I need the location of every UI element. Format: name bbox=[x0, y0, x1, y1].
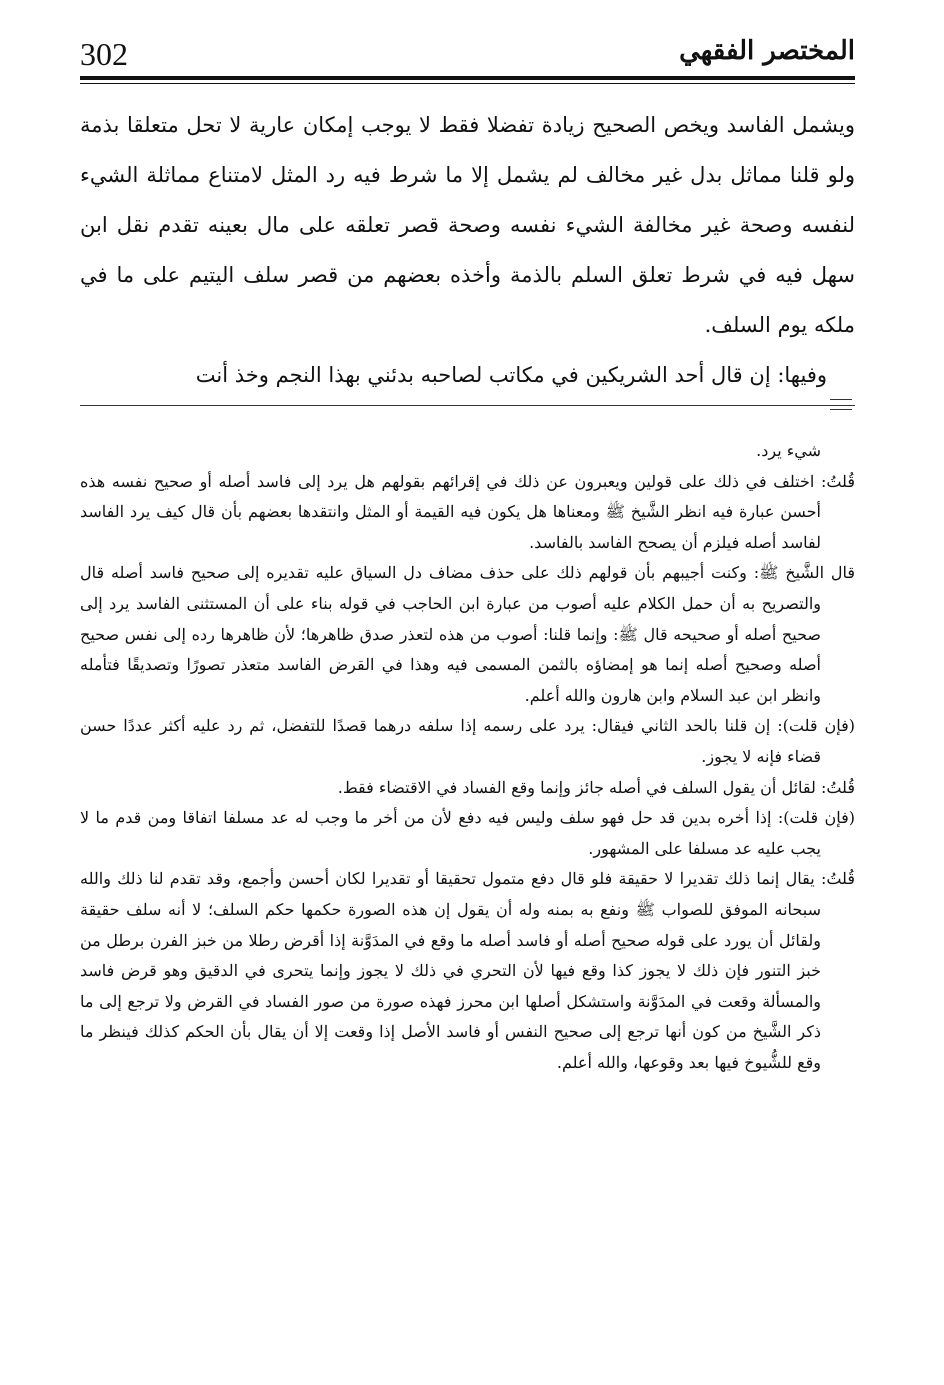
footnote-paragraph: قال الشَّيخ ﷺ: وكنت أجيبهم بأن قولهم ذلك على حذف مضاف دل السياق عليه تقديره إلى صحيح فاسد أصله قال والتصريح به أن حمل الكلام عليه أصوب من عبارة ابن الحاجب في قوله بناء على أن المستثنى الفاسد يرد إلى صحيح أصله أو صحيحه قال ﷺ: وإنما قلنا: أصوب من هذه لتعذر صدق ظاهرها؛ لأن ظاهرها رده إلى نفس صحيح أصله وصحيح أصله إنما هو إمضاؤه بالثمن المسمى فيه وهذا في القرض الفاسد متعذر تصورًا وتصديقًا فتأمله وانظر ابن عبد السلام وابن هارون والله أعلم. bbox=[80, 563, 855, 705]
book-title: المختصر الفقهي bbox=[679, 36, 855, 66]
footnote-paragraph: قُلتُ: لقائل أن يقول السلف في أصله جائز وإنما وقع الفساد في الاقتضاء فقط. bbox=[337, 777, 855, 797]
footnote-paragraph: قُلتُ: اختلف في ذلك على قولين ويعبرون عن ذلك في إقرائهم بقولهم هل يرد إلى فاسد أصله أو صحيح نفسه هذه أحسن عبارة فيه انظر الشَّيخ ﷺ ومعناها هل يكون فيه القيمة أو المثل وانتقدها بعضهم بأن قال كيف يرد الفاسد لفاسد أصله فيلزم أن يصحح الفاسد بالفاسد. bbox=[80, 471, 855, 552]
footnote-paragraph: قُلتُ: يقال إنما ذلك تقديرا لا حقيقة فلو قال دفع متمول تحقيقا أو تقديرا لكان أحسن وأجمع، وقد تقدم لنا ذلك والله سبحانه الموفق للصواب ﷺ ونفع به بمنه وله أن يقول إن هذه الصورة حكمها حكم السلف؛ لا أنه سلف حقيقة ولقائل أن يورد على قوله صحيح أصله أو فاسد أصله ما وقع في المدَوَّنة إذا أقرض رطلا من خبز الفرن برطل من خبز التنور فإن ذلك لا يجوز كذا وقع فيها لأن التحري في ذلك لا يجوز وإنما يتحرى في الدقيق وهو قرض فاسد والمسألة وقعت في المدَوَّنة واستشكل أصلها ابن محرز فهذه صورة من صور الفساد في القرض ولا ترجع إلى ما ذكر الشَّيخ من كون أنها ترجع إلى صحيح النفس أو فاسد الأصل إذا وقعت إلا أن يقال بأن الحكم كذلك فينظر ما وقع للشُّيوخ فيها بعد وقوعها، والله أعلم. bbox=[80, 869, 855, 1072]
main-text bbox=[80, 100, 855, 400]
main-paragraph: وفيها: إن قال أحد الشريكين في مكاتب لصاحبه بدئني بهذا النجم وخذ أنت bbox=[195, 363, 827, 387]
footnote-separator bbox=[80, 405, 855, 406]
footnote-continuation-mark bbox=[830, 399, 852, 410]
footnote-paragraph: شيء يرد. bbox=[756, 441, 821, 460]
footnote-paragraph: (فإن قلت): إذا أخره بدين قد حل فهو سلف وليس فيه دفع لأن من أخر ما وجب له عد مسلفا اتفاقا ومن قدم ما لا يجب عليه عد مسلفا على المشهور. bbox=[80, 808, 855, 858]
page-number: 302 bbox=[80, 36, 128, 72]
footnotes bbox=[80, 436, 855, 1078]
main-paragraph: ويشمل الفاسد ويخص الصحيح زيادة تفضلا فقط لا يوجب إمكان عارية لا تحل متعلقا بذمة ولو قلنا مماثل بدل غير مخالف لم يشمل إلا ما شرط فيه رد المثل لامتناع مماثلة الشيء لنفسه وصحة غير مخالفة الشيء نفسه وصحة قصر تعلقه على مال بعينه تقدم نقل ابن سهل فيه في شرط تعلق السلم بالذمة وأخذه بعضهم من قصر سلف اليتيم على ما في ملكه يوم السلف. bbox=[80, 113, 855, 337]
header-rule bbox=[80, 76, 855, 80]
header-rule-thin bbox=[80, 83, 855, 84]
page-header bbox=[80, 30, 855, 80]
footnote-paragraph: (فإن قلت): إن قلنا بالحد الثاني فيقال: يرد على رسمه إذا سلفه درهما قصدًا للتفضل، ثم رد عليه أكثر عددًا حسن قضاء فإنه لا يجوز. bbox=[80, 716, 855, 766]
